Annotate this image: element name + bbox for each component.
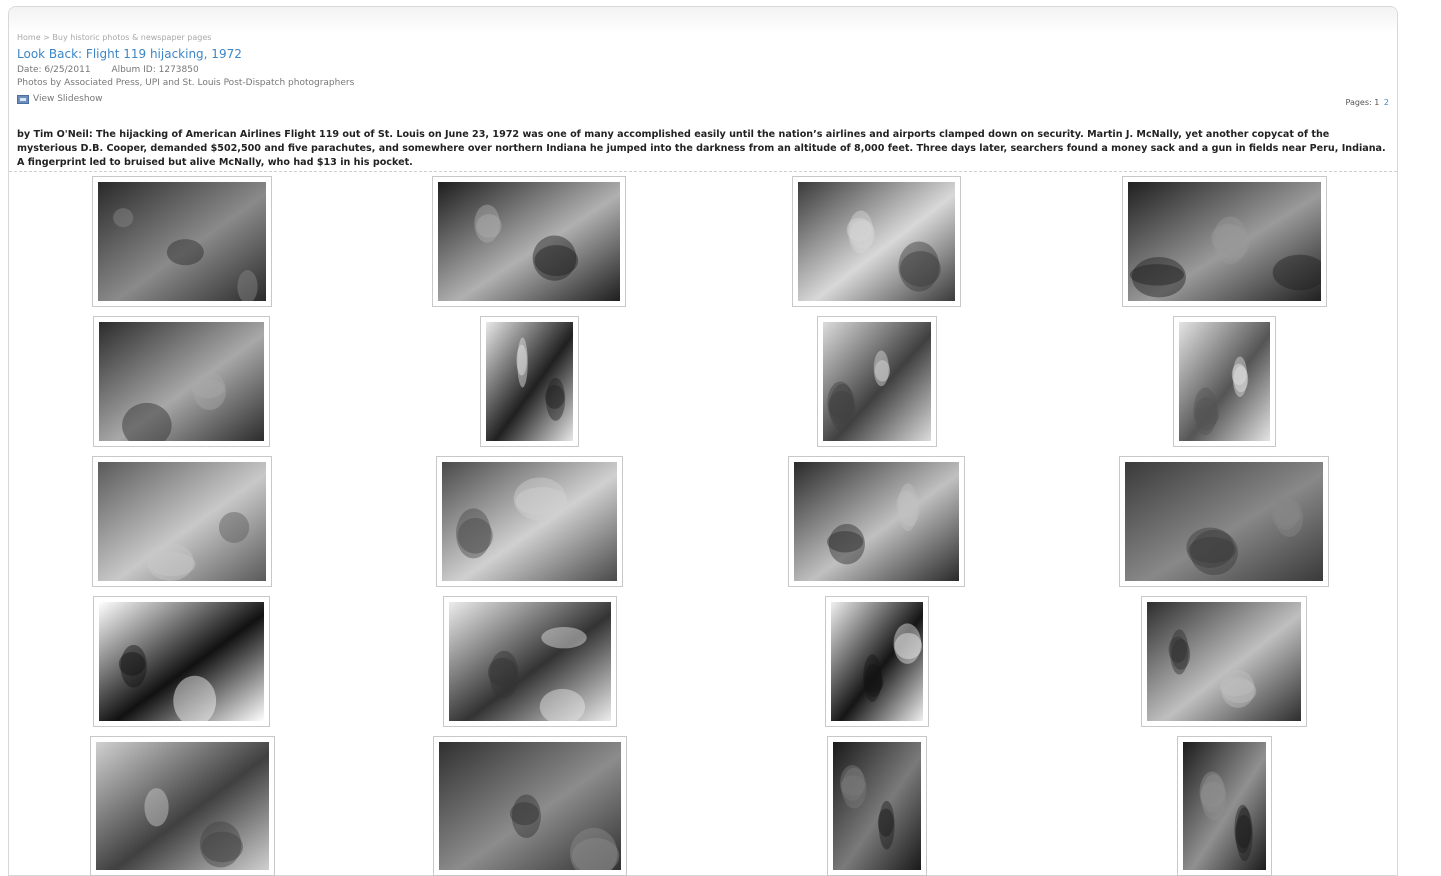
photo-thumbnail[interactable] (93, 316, 270, 447)
photo-image (798, 182, 955, 301)
photo-thumbnail[interactable] (1119, 456, 1329, 587)
pagination-current-page: 1 (1374, 98, 1380, 107)
album-title: Look Back: Flight 119 hijacking, 1972 (17, 47, 242, 61)
panel-header-bar (9, 7, 1397, 33)
photo-thumbnail[interactable] (792, 176, 961, 307)
photo-thumbnail[interactable] (93, 596, 270, 727)
album-meta (17, 65, 217, 75)
photo-image (96, 742, 269, 870)
breadcrumb-home-link[interactable]: Home (17, 33, 41, 42)
view-slideshow-link[interactable] (17, 94, 102, 104)
photo-image (486, 322, 573, 441)
photo-thumbnail[interactable] (1141, 596, 1307, 727)
photo-image (98, 182, 266, 301)
photo-image (1183, 742, 1266, 870)
pagination (1345, 98, 1389, 107)
photo-credit: Photos by Associated Press, UPI and St. Louis Post-Dispatch photographers (17, 78, 355, 88)
photo-thumbnail[interactable] (432, 176, 626, 307)
pagination-label: Pages: (1345, 98, 1372, 107)
album-id: Album ID: 1273850 (111, 65, 199, 75)
photo-image (1147, 602, 1301, 721)
photo-image (823, 322, 931, 441)
photo-image (449, 602, 611, 721)
breadcrumb-separator: > (43, 33, 50, 42)
album-description: by Tim O'Neil: The hijacking of American Airlines Flight 119 out of St. Louis on June 23, 1972 was one of many accomplished easily until the nation’s airlines and airports clamped down on security. Martin J. McNally, yet another copycat of the mysterious D.B. Cooper, demanded $502,500 and five parachutes, and somewhere over northern Indiana he jumped into the darkness from an altitude of 8,000 feet. Three days later, searchers found a money sack and a gun in fields near Peru, Indiana. A fingerprint led to bruised but alive McNally, who had $13 in his pocket. (17, 129, 1386, 168)
photo-image (98, 462, 266, 581)
photo-thumbnail[interactable] (480, 316, 579, 447)
photo-thumbnail[interactable] (443, 596, 617, 727)
photo-image (794, 462, 959, 581)
breadcrumb (17, 33, 211, 42)
view-slideshow-label: View Slideshow (33, 94, 103, 104)
slideshow-icon (17, 95, 29, 104)
photo-thumbnail[interactable] (825, 596, 929, 727)
photo-image (833, 742, 921, 870)
photo-thumbnail[interactable] (1177, 736, 1272, 876)
photo-image (1128, 182, 1321, 301)
photo-image (99, 322, 264, 441)
photo-thumbnail[interactable] (90, 736, 275, 876)
photo-image (439, 742, 621, 870)
photo-thumbnail[interactable] (433, 736, 627, 876)
photo-thumbnail[interactable] (827, 736, 927, 876)
description-divider (9, 171, 1397, 172)
album-date: Date: 6/25/2011 (17, 65, 91, 75)
photo-thumbnail[interactable] (436, 456, 623, 587)
photo-thumbnail[interactable] (92, 176, 272, 307)
photo-thumbnail[interactable] (1122, 176, 1327, 307)
photo-image (438, 182, 620, 301)
photo-image (1125, 462, 1323, 581)
photo-thumbnail[interactable] (788, 456, 965, 587)
photo-thumbnail[interactable] (1173, 316, 1276, 447)
photo-thumbnail[interactable] (92, 456, 272, 587)
photo-image (99, 602, 264, 721)
photo-image (831, 602, 923, 721)
photo-image (1179, 322, 1270, 441)
pagination-page-2-link[interactable]: 2 (1383, 98, 1389, 107)
photo-image (442, 462, 617, 581)
photo-thumbnail[interactable] (817, 316, 937, 447)
breadcrumb-section-link[interactable]: Buy historic photos & newspaper pages (52, 33, 212, 42)
